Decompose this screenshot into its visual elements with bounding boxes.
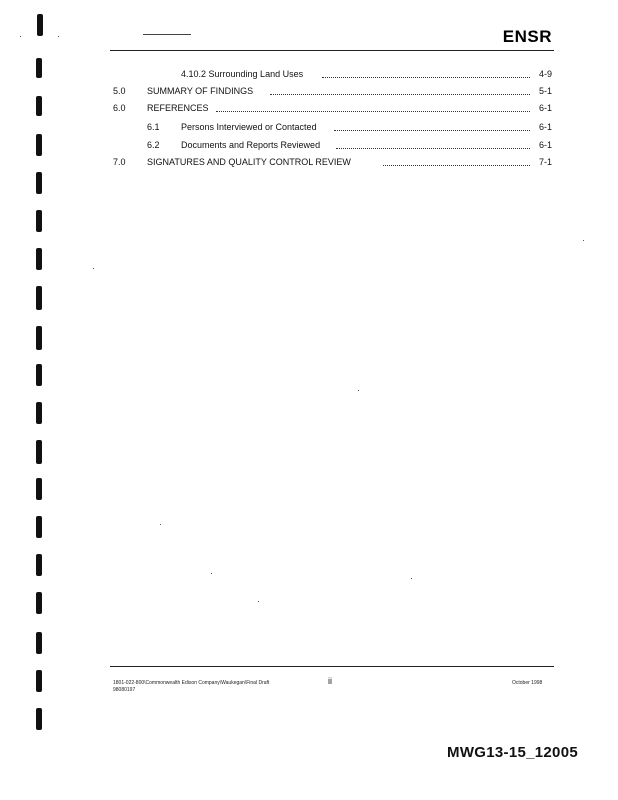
toc-entry-title: REFERENCES — [147, 103, 209, 113]
toc-entry-number: 5.0 — [113, 86, 126, 96]
toc-entry — [0, 120, 618, 134]
binder-hole — [36, 172, 42, 194]
scan-speck — [583, 240, 584, 241]
binder-hole — [36, 402, 42, 424]
scan-speck — [411, 578, 412, 579]
scan-speck — [160, 524, 161, 525]
toc-entry — [0, 138, 618, 152]
binder-hole — [36, 364, 42, 386]
binder-hole — [36, 516, 42, 538]
binder-hole — [36, 286, 42, 310]
toc-entry — [0, 67, 618, 81]
scan-speck — [358, 390, 359, 391]
toc-entry-page: 4-9 — [538, 69, 552, 79]
binder-hole — [36, 670, 42, 692]
toc-entry-title: 4.10.2 Surrounding Land Uses — [181, 69, 304, 79]
binder-hole — [36, 554, 42, 576]
footer-file-path: 1801-022-800\Commonwealth Edison Company\Waukegan\Final Draft — [113, 680, 270, 686]
footer-date: October 1998 — [512, 680, 543, 686]
binder-hole — [36, 248, 42, 270]
binder-hole — [36, 592, 42, 614]
binder-hole — [36, 708, 42, 730]
toc-leader-dots — [216, 101, 530, 112]
toc-entry-number: 6.1 — [147, 122, 160, 132]
binder-hole — [36, 440, 42, 464]
ensr-logo: ENSR — [502, 27, 552, 46]
scan-speck — [20, 36, 21, 37]
toc-entry-number: 7.0 — [113, 157, 126, 167]
scan-speck — [58, 36, 59, 37]
toc-entry-number: 6.0 — [113, 103, 126, 113]
toc-entry-title: SIGNATURES AND QUALITY CONTROL REVIEW — [147, 157, 351, 167]
toc-entry — [0, 155, 618, 169]
scan-speck — [258, 601, 259, 602]
footer-rule — [110, 666, 554, 667]
binder-hole — [36, 632, 42, 654]
header-short-line — [143, 34, 191, 35]
toc-entry — [0, 84, 618, 98]
toc-entry-page: 6-1 — [538, 140, 552, 150]
toc-entry-page: 7-1 — [538, 157, 552, 167]
footer-file-id: 98080197 — [113, 687, 136, 693]
footer-page-number: ii — [328, 676, 332, 686]
toc-entry — [0, 101, 618, 115]
toc-entry-number: 6.2 — [147, 140, 160, 150]
header-rule — [110, 50, 554, 51]
toc-leader-dots — [334, 120, 530, 131]
toc-entry-title: Persons Interviewed or Contacted — [181, 122, 317, 132]
binder-hole — [36, 326, 42, 350]
toc-entry-page: 5-1 — [538, 86, 552, 96]
scan-speck — [211, 573, 212, 574]
toc-leader-dots — [270, 84, 530, 95]
toc-entry-title: SUMMARY OF FINDINGS — [147, 86, 254, 96]
toc-entry-page: 6-1 — [538, 103, 552, 113]
toc-entry-title: Documents and Reports Reviewed — [181, 140, 321, 150]
document-id: MWG13-15_12005 — [447, 744, 578, 761]
scan-speck — [93, 268, 94, 269]
binder-hole — [36, 478, 42, 500]
binder-hole — [36, 210, 42, 232]
binder-hole — [37, 14, 43, 36]
toc-entry-page: 6-1 — [538, 122, 552, 132]
toc-leader-dots — [383, 155, 530, 166]
toc-leader-dots — [336, 138, 530, 149]
toc-leader-dots — [322, 67, 530, 78]
